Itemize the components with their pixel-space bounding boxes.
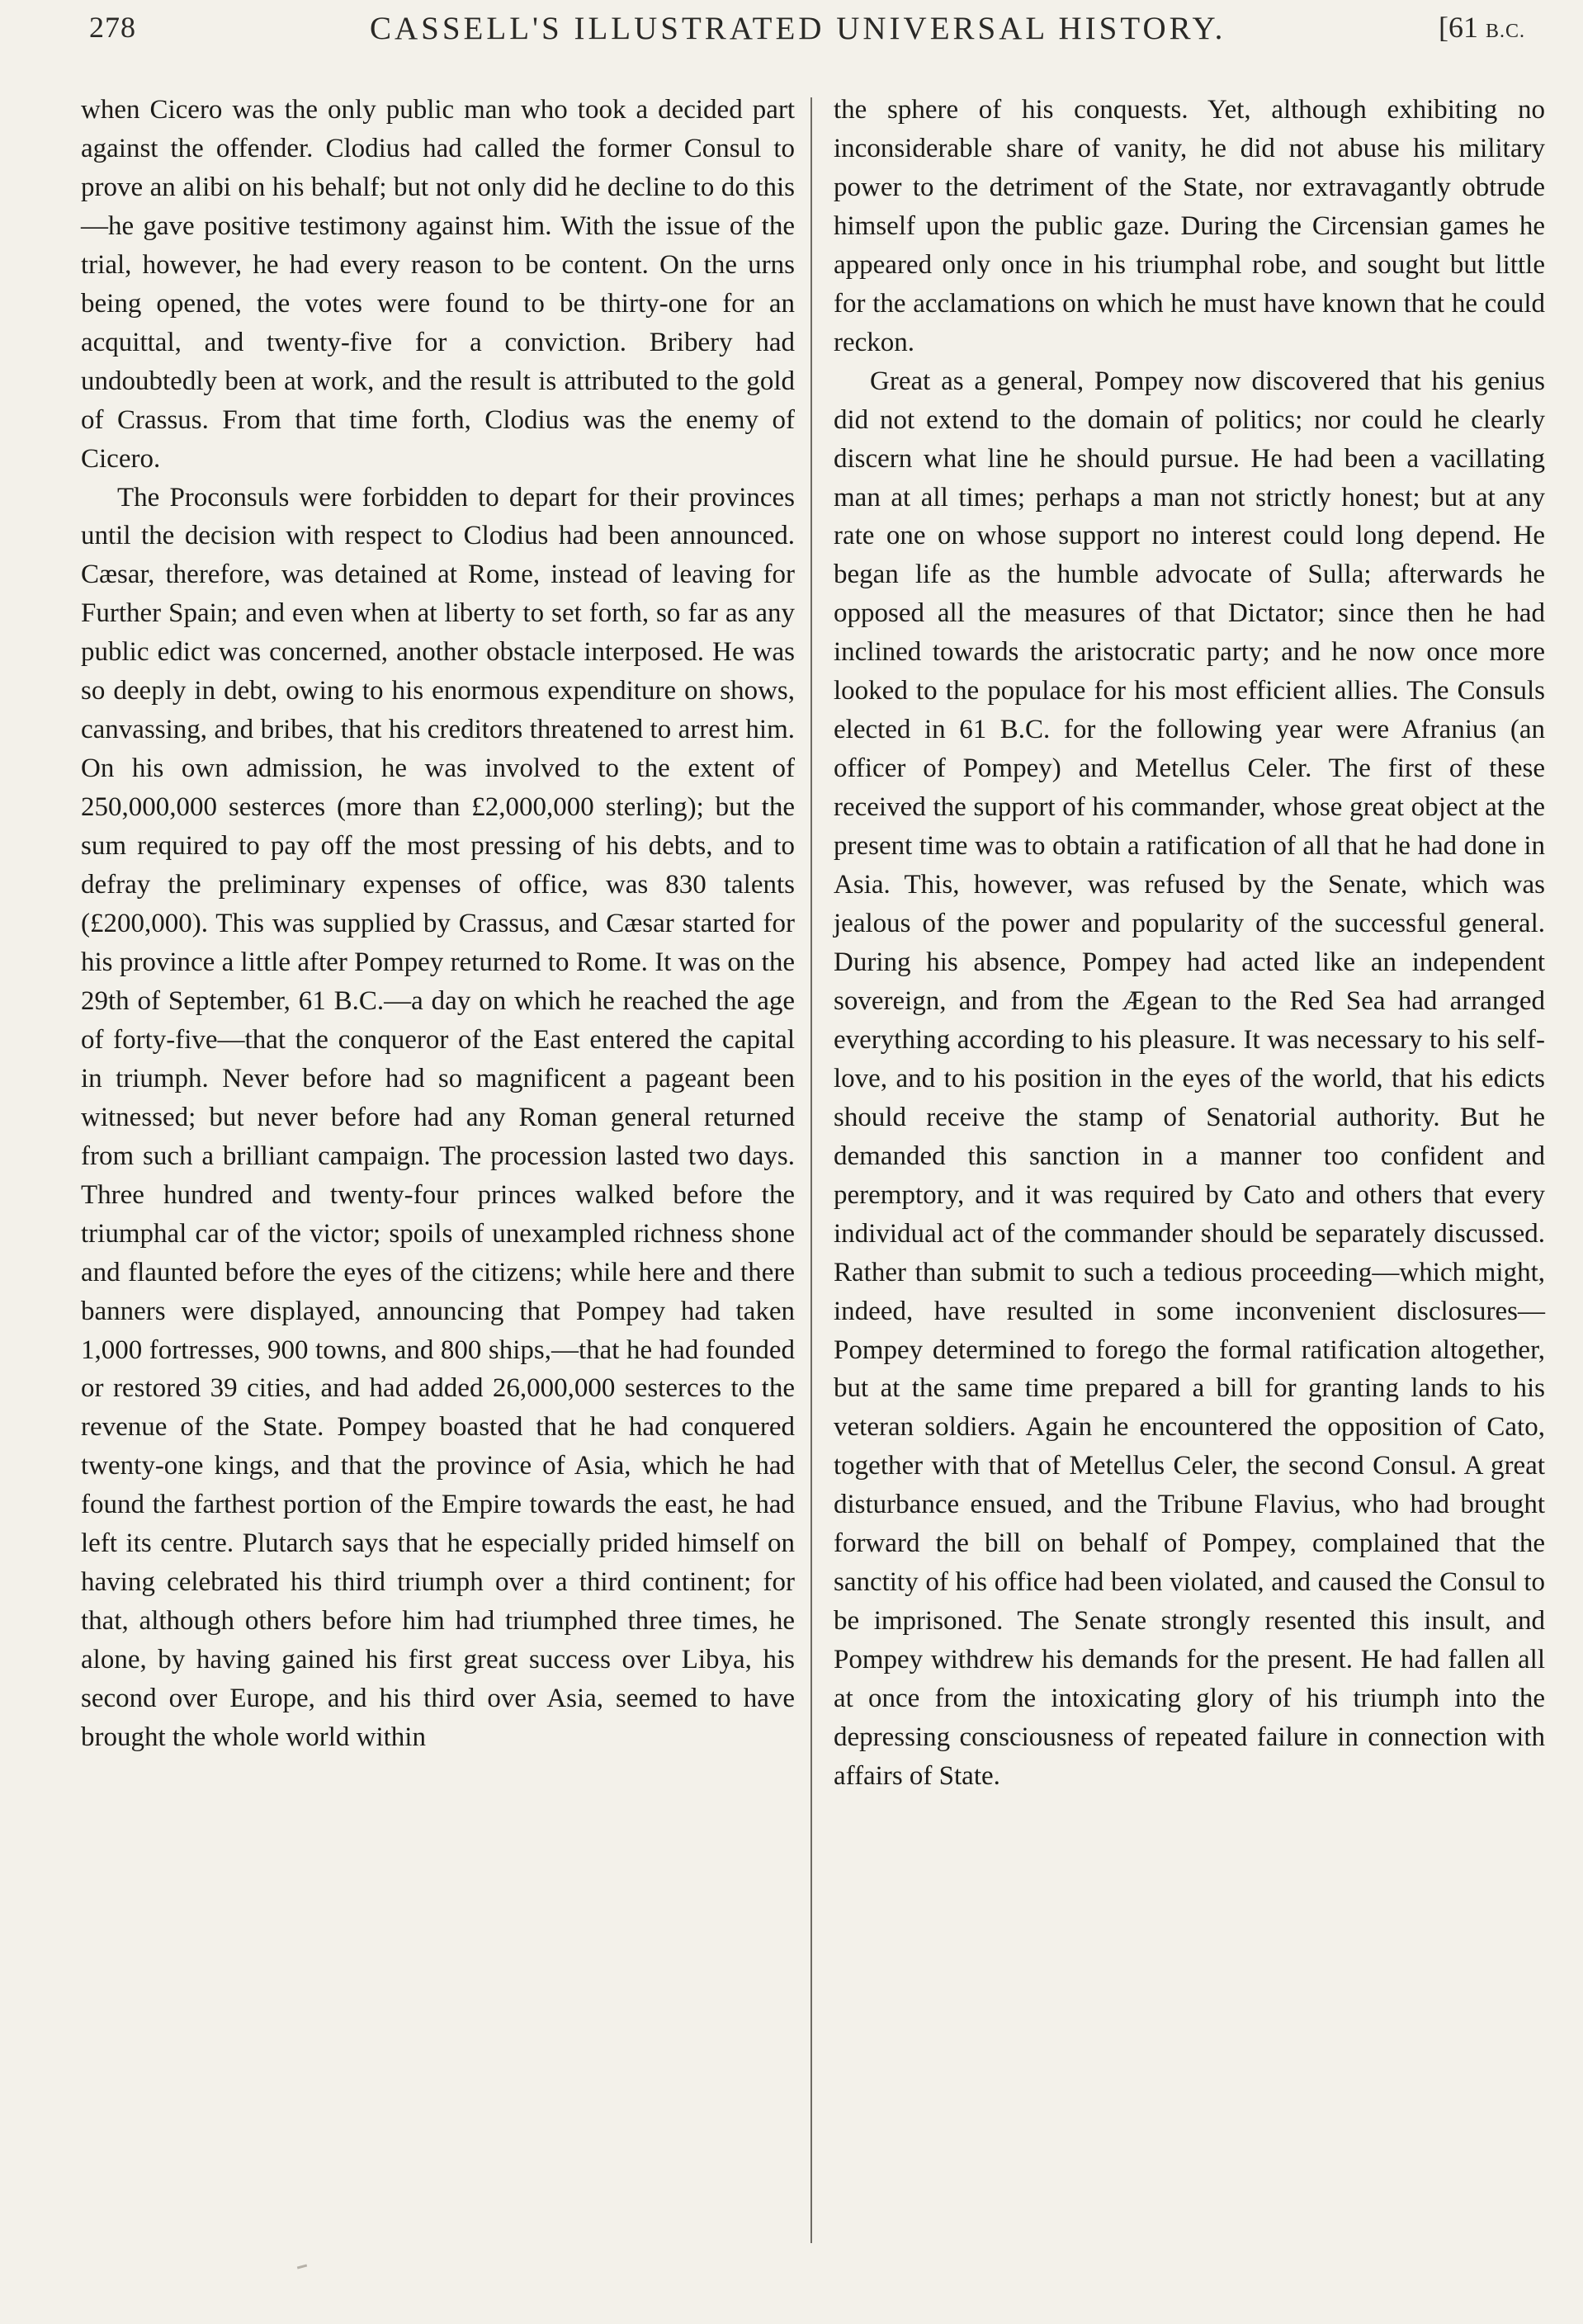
running-title: CASSELL'S ILLUSTRATED UNIVERSAL HISTORY.: [370, 11, 1226, 46]
page-number: 278: [89, 11, 136, 44]
paragraph: when Cicero was the only public man who took a decided part against the offender. Clodius had called the former Consul to prove an alibi on his behalf; but not only did he decline to do this—he gave positive testimony against him. With the issue of the trial, however, he had every reason to be content. On the urns being opened, the votes were found to be thirty-one for an acquittal, and twenty-five for a conviction. Bribery had undoubtedly been at work, and the result is attributed to the gold of Crassus. From that time forth, Clodius was the enemy of Cicero.: [81, 95, 795, 474]
date-reference-era: B.C.: [1485, 21, 1525, 42]
running-header: [89, 10, 1525, 53]
date-reference: [1439, 10, 1525, 45]
column-divider: [810, 97, 812, 2243]
paragraph: The Proconsuls were forbidden to depart for their provinces until the decision with respect to Clodius had been announced. Cæsar, therefore, was detained at Rome, instead of leaving for Further Spain; and even when at liberty to set forth, so far as any public edict was concerned, another obstacle interposed. He was so deeply in debt, owing to his enormous expenditure on shows, canvassing, and bribes, that his creditors threatened to arrest him. On his own admission, he was involved to the extent of 250,000,000 sesterces (more than £2,000,000 sterling); but the sum required to pay off the most pressing of his debts, and to defray the preliminary expenses of office, was 830 talents (£200,000). This was supplied by Crassus, and Cæsar started for his province a little after Pompey returned to Rome. It was on the 29th of September, 61 B.C.—a day on which he reached the age of forty-five—that the conqueror of the East entered the capital in triumph. Never before had so magnificent a pageant been witnessed; but never before had any Roman general returned from such a brilliant campaign. The procession lasted two days. Three hundred and twenty-four princes walked before the triumphal car of the victor; spoils of unexampled richness shone and flaunted before the eyes of the citizens; while here and there banners were displayed, announcing that Pompey had taken 1,000 fortresses, 900 towns, and 800 ships,—that he had founded or restored 39 cities, and had added 26,000,000 sesterces to the revenue of the State. Pompey boasted that he had conquered twenty-one kings, and that the province of Asia, which he had found the farthest portion of the Empire towards the east, he had left its centre. Plutarch says that he especially prided himself on having celebrated his third triumph over a third continent; for that, although others before him had triumphed three times, he alone, by having gained his first great success over Libya, his second over Europe, and his third over Asia, seemed to have brought the whole world within: [81, 482, 795, 1753]
print-speck: [297, 2264, 307, 2269]
date-reference-year: [61: [1438, 11, 1478, 44]
paragraph: Great as a general, Pompey now discovered that his genius did not extend to the domain of politics; nor could he clearly discern what line he should pursue. He had been a vacillating man at all times; perhaps a man not strictly honest; but at any rate one on whose support no interest could long depend. He began life as the humble advocate of Sulla; afterwards he opposed all the measures of that Dictator; since then he had inclined towards the aristocratic party; and he now once more looked to the populace for his most efficient allies. The Consuls elected in 61 B.C. for the following year were Afranius (an officer of Pompey) and Metellus Celer. The first of these received the support of his commander, whose great object at the present time was to obtain a ratification of all that he had done in Asia. This, however, was refused by the Senate, which was jealous of the power and popularity of the successful general. During his absence, Pompey had acted like an independent sovereign, and from the Ægean to the Red Sea had arranged everything according to his pleasure. It was necessary to his self-love, and to his position in the eyes of the world, that his edicts should receive the stamp of Senatorial authority. But he demanded this sanction in a manner too confident and peremptory, and it was required by Cato and others that every individual act of the commander should be separately discussed. Rather than submit to such a tedious proceeding—which might, indeed, have resulted in some inconvenient disclosures—Pompey determined to forego the formal ratification altogether, but at the same time prepared a bill for granting lands to his veteran soldiers. Again he encountered the opposition of Cato, together with that of Metellus Celer, the second Consul. A great disturbance ensued, and the Tribune Flavius, who had brought forward the bill on behalf of Pompey, complained that the sanctity of his office had been violated, and caused the Consul to be imprisoned. The Senate strongly resented this insult, and Pompey withdrew his demands for the present. He had fallen all at once from the intoxicating glory of his triumph into the depressing consciousness of repeated failure in connection with affairs of State.: [834, 366, 1545, 1791]
left-text-column: [81, 91, 795, 1757]
right-text-column: [834, 91, 1545, 1796]
paragraph: the sphere of his conquests. Yet, although exhibiting no inconsiderable share of vanity, he did not abuse his military power to the detriment of the State, nor extravagantly obtrude himself upon the public gaze. During the Circensian games he appeared only once in his triumphal robe, and sought but little for the acclamations on which he must have known that he could reckon.: [834, 95, 1545, 357]
